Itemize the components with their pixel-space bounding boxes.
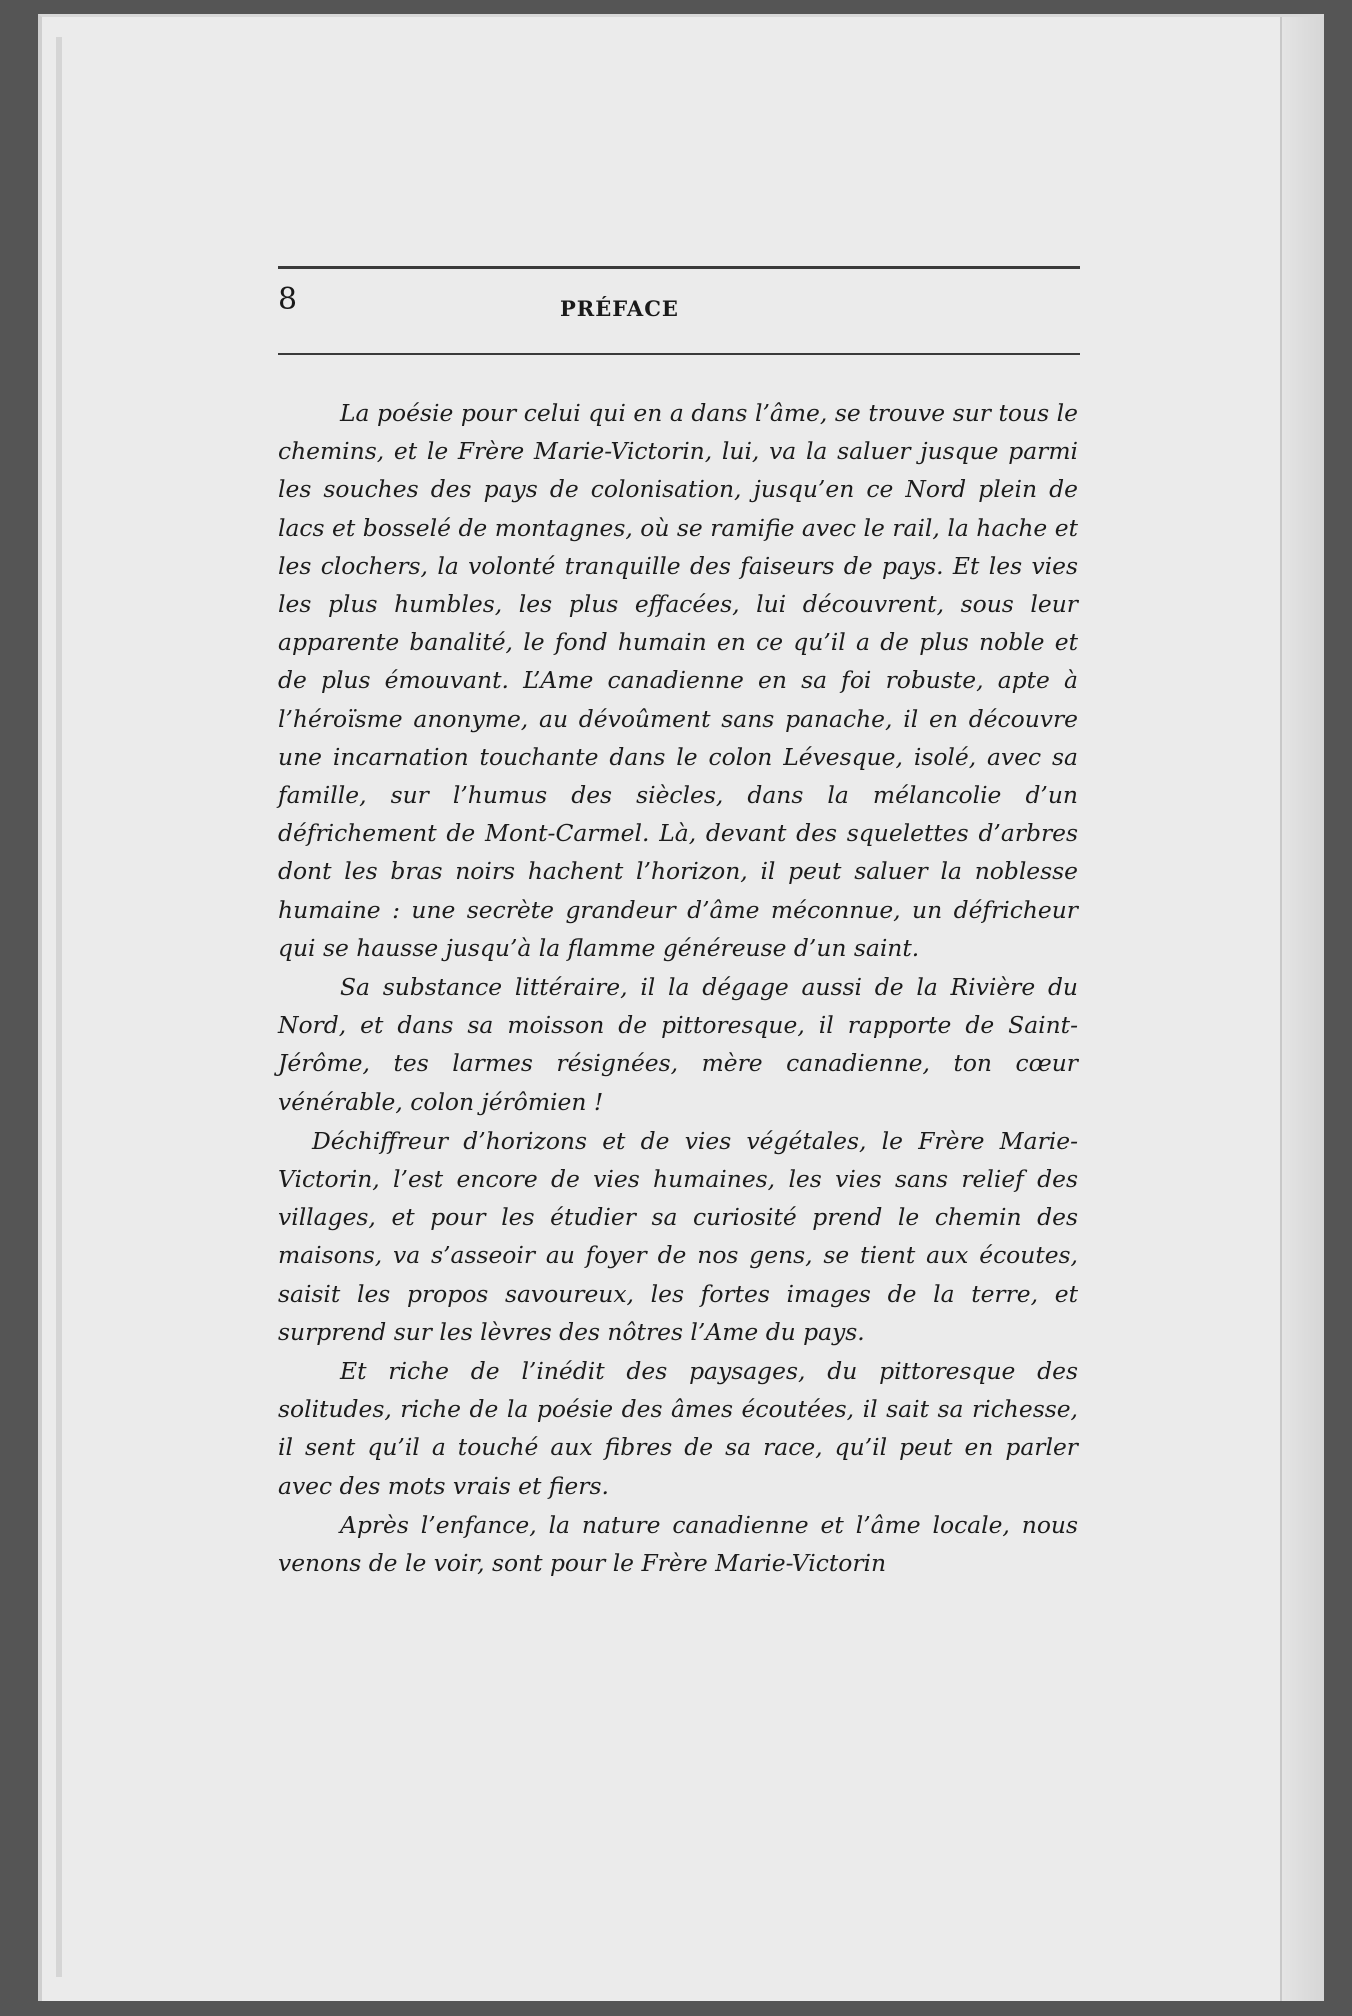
paragraph: La poésie pour celui qui en a dans l’âme, se trouve sur tous le chemins, et le Frère Marie-Victorin, lui, va la saluer jusque parmi les souches des pays de colonisation, jusqu’en ce Nord plein de lacs et bosselé de montagnes, où se ramifie avec le rail, la hache et les clochers, la volonté tranquille des faiseurs de pays. Et les vies les plus humbles, les plus effacées, lui découvrent, sous leur apparente banalité, le fond humain en ce qu’il a de plus noble et de plus émouvant. L’Ame canadienne en sa foi robuste, apte à l’héroïsme anonyme, au dévoûment sans panache, il en découvre une incarnation touchante dans le colon Lévesque, isolé, avec sa famille, sur l’humus des siècles, dans la mélancolie d’un défrichement de Mont-Carmel. Là, devant des squelettes d’arbres dont les bras noirs hachent l’horizon, il peut saluer la noblesse humaine : une secrète grandeur d’âme méconnue, un défricheur qui se hausse jusqu’à la flamme généreuse d’un saint. [278, 399, 1078, 962]
page-number: 8 [278, 282, 298, 317]
page-fore-edge [1280, 17, 1324, 2001]
paragraph: Après l’enfance, la nature canadienne et l’âme locale, nous venons de le voir, sont pour le Frère Marie-Victorin [278, 1510, 1078, 1578]
paragraph: Et riche de l’inédit des paysages, du pittoresque des solitudes, riche de la poésie des âmes écoutées, il sait sa richesse, il sent qu’il a touché aux fibres de sa race, qu’il peut en parler avec des mots vrais et fiers. [278, 1357, 1078, 1500]
paragraph: Déchiffreur d’horizons et de vies végétales, le Frère Marie-Victorin, l’est encore de vies humaines, les vies sans relief des villages, et pour les étudier sa curiosité prend le chemin des maisons, va s’asseoir au foyer de nos gens, se tient aux écoutes, saisit les propos savoureux, les fortes images de la terre, et surprend sur les lèvres des nôtres l’Ame du pays. [278, 1126, 1078, 1346]
header-rule-bottom [278, 353, 1080, 355]
page-binding-shadow [56, 37, 62, 1977]
running-head: PRÉFACE [560, 296, 679, 321]
header-rule-top [278, 266, 1080, 269]
paragraph: Sa substance littéraire, il la dégage aussi de la Rivière du Nord, et dans sa moisson de pittoresque, il rapporte de Saint-Jérôme, tes larmes résignées, mère canadienne, ton cœur vénérable, colon jérômien ! [278, 973, 1078, 1116]
body-text [278, 394, 1078, 1582]
